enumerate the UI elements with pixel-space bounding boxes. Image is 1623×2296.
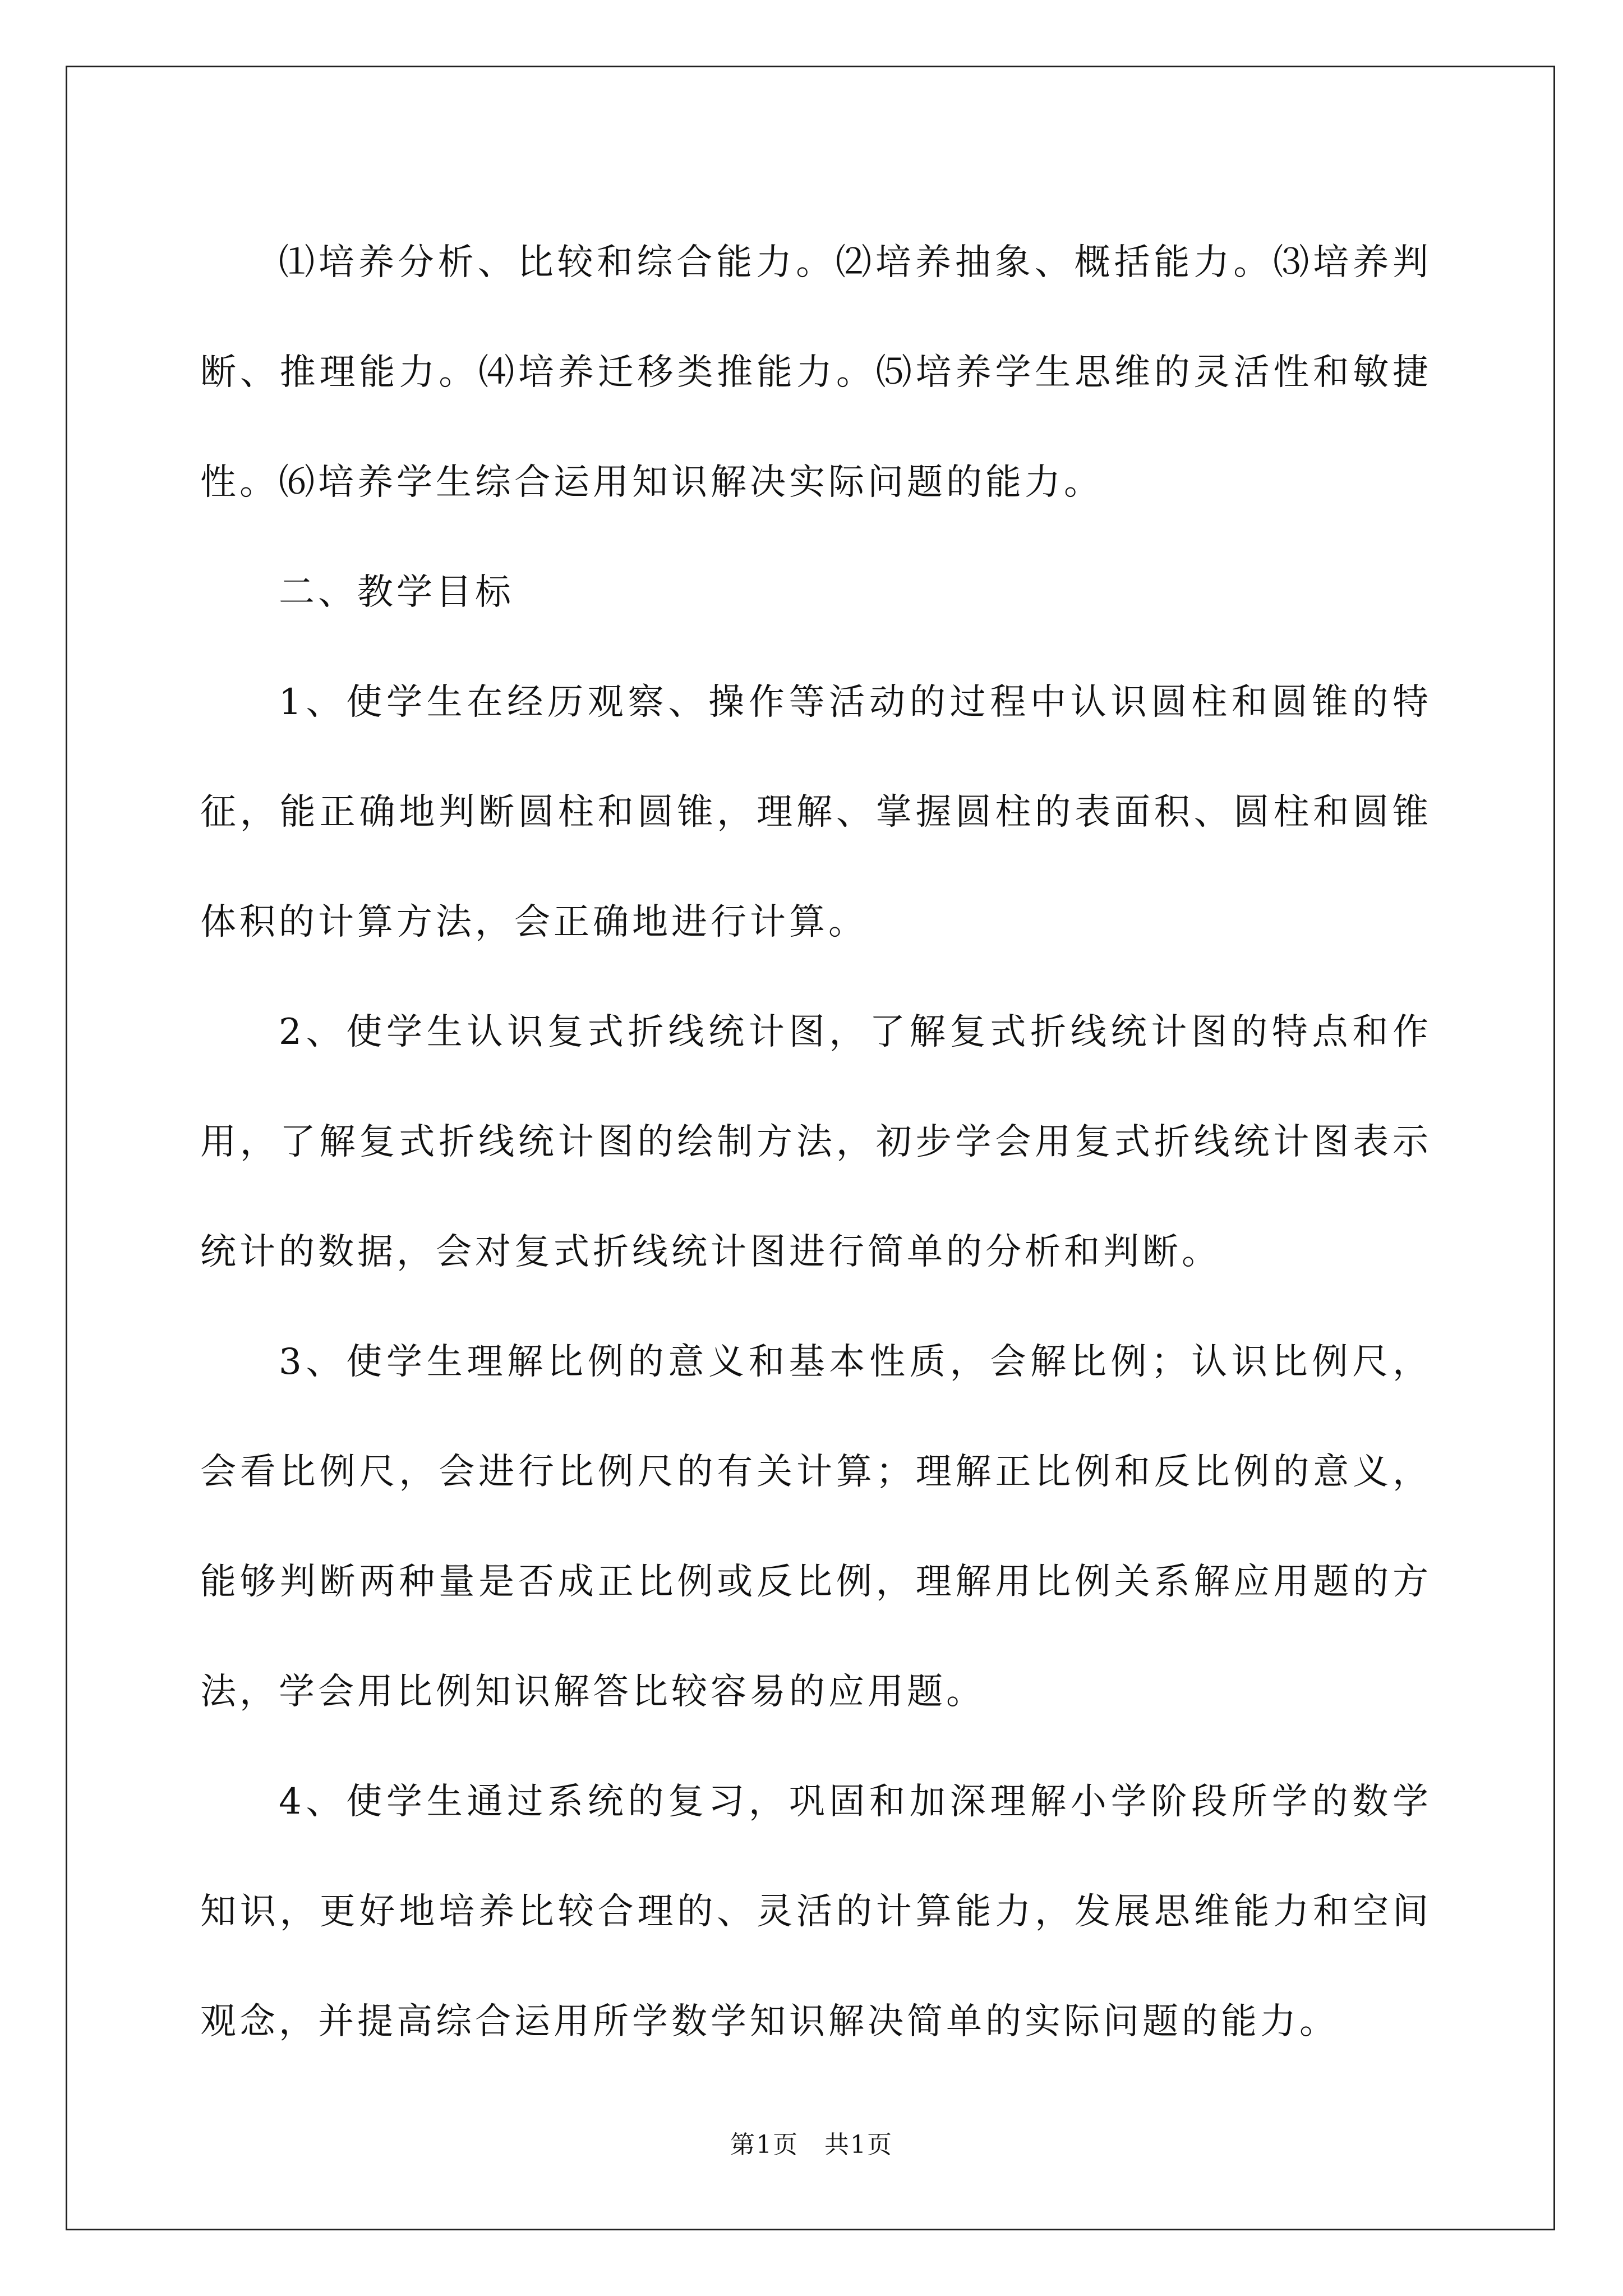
document-body	[200, 208, 1432, 2077]
paragraph-goal-3: 3、使学生理解比例的意义和基本性质，会解比例；认识比例尺，会看比例尺，会进行比例尺的有关计算；理解正比例和反比例的意义，能够判断两种量是否成正比例或反比例，理解用比例关系解应用题的方法，学会用比例知识解答比较容易的应用题。	[200, 1341, 1432, 1713]
section-heading-teaching-goals: 二、教学目标	[279, 572, 514, 613]
paragraph-goal-2: 2、使学生认识复式折线统计图，了解复式折线统计图的特点和作用，了解复式折线统计图的绘制方法，初步学会用复式折线统计图表示统计的数据，会对复式折线统计图进行简单的分析和判断。	[200, 1011, 1432, 1273]
paragraph-goal-4: 4、使学生通过系统的复习，巩固和加深理解小学阶段所学的数学知识，更好地培养比较合理的、灵活的计算能力，发展思维能力和空间观念，并提高综合运用所学数学知识解决简单的实际问题的能力。	[200, 1781, 1432, 2042]
paragraph-abilities: ⑴培养分析、比较和综合能力。⑵培养抽象、概括能力。⑶培养判断、推理能力。⑷培养迁移类推能力。⑸培养学生思维的灵活性和敏捷性。⑹培养学生综合运用知识解决实际问题的能力。	[200, 242, 1432, 503]
paragraph-goal-1: 1、使学生在经历观察、操作等活动的过程中认识圆柱和圆锥的特征，能正确地判断圆柱和圆锥，理解、掌握圆柱的表面积、圆柱和圆锥体积的计算方法，会正确地进行计算。	[200, 682, 1432, 943]
page-number-footer: 第1页 共1页	[730, 2131, 893, 2159]
